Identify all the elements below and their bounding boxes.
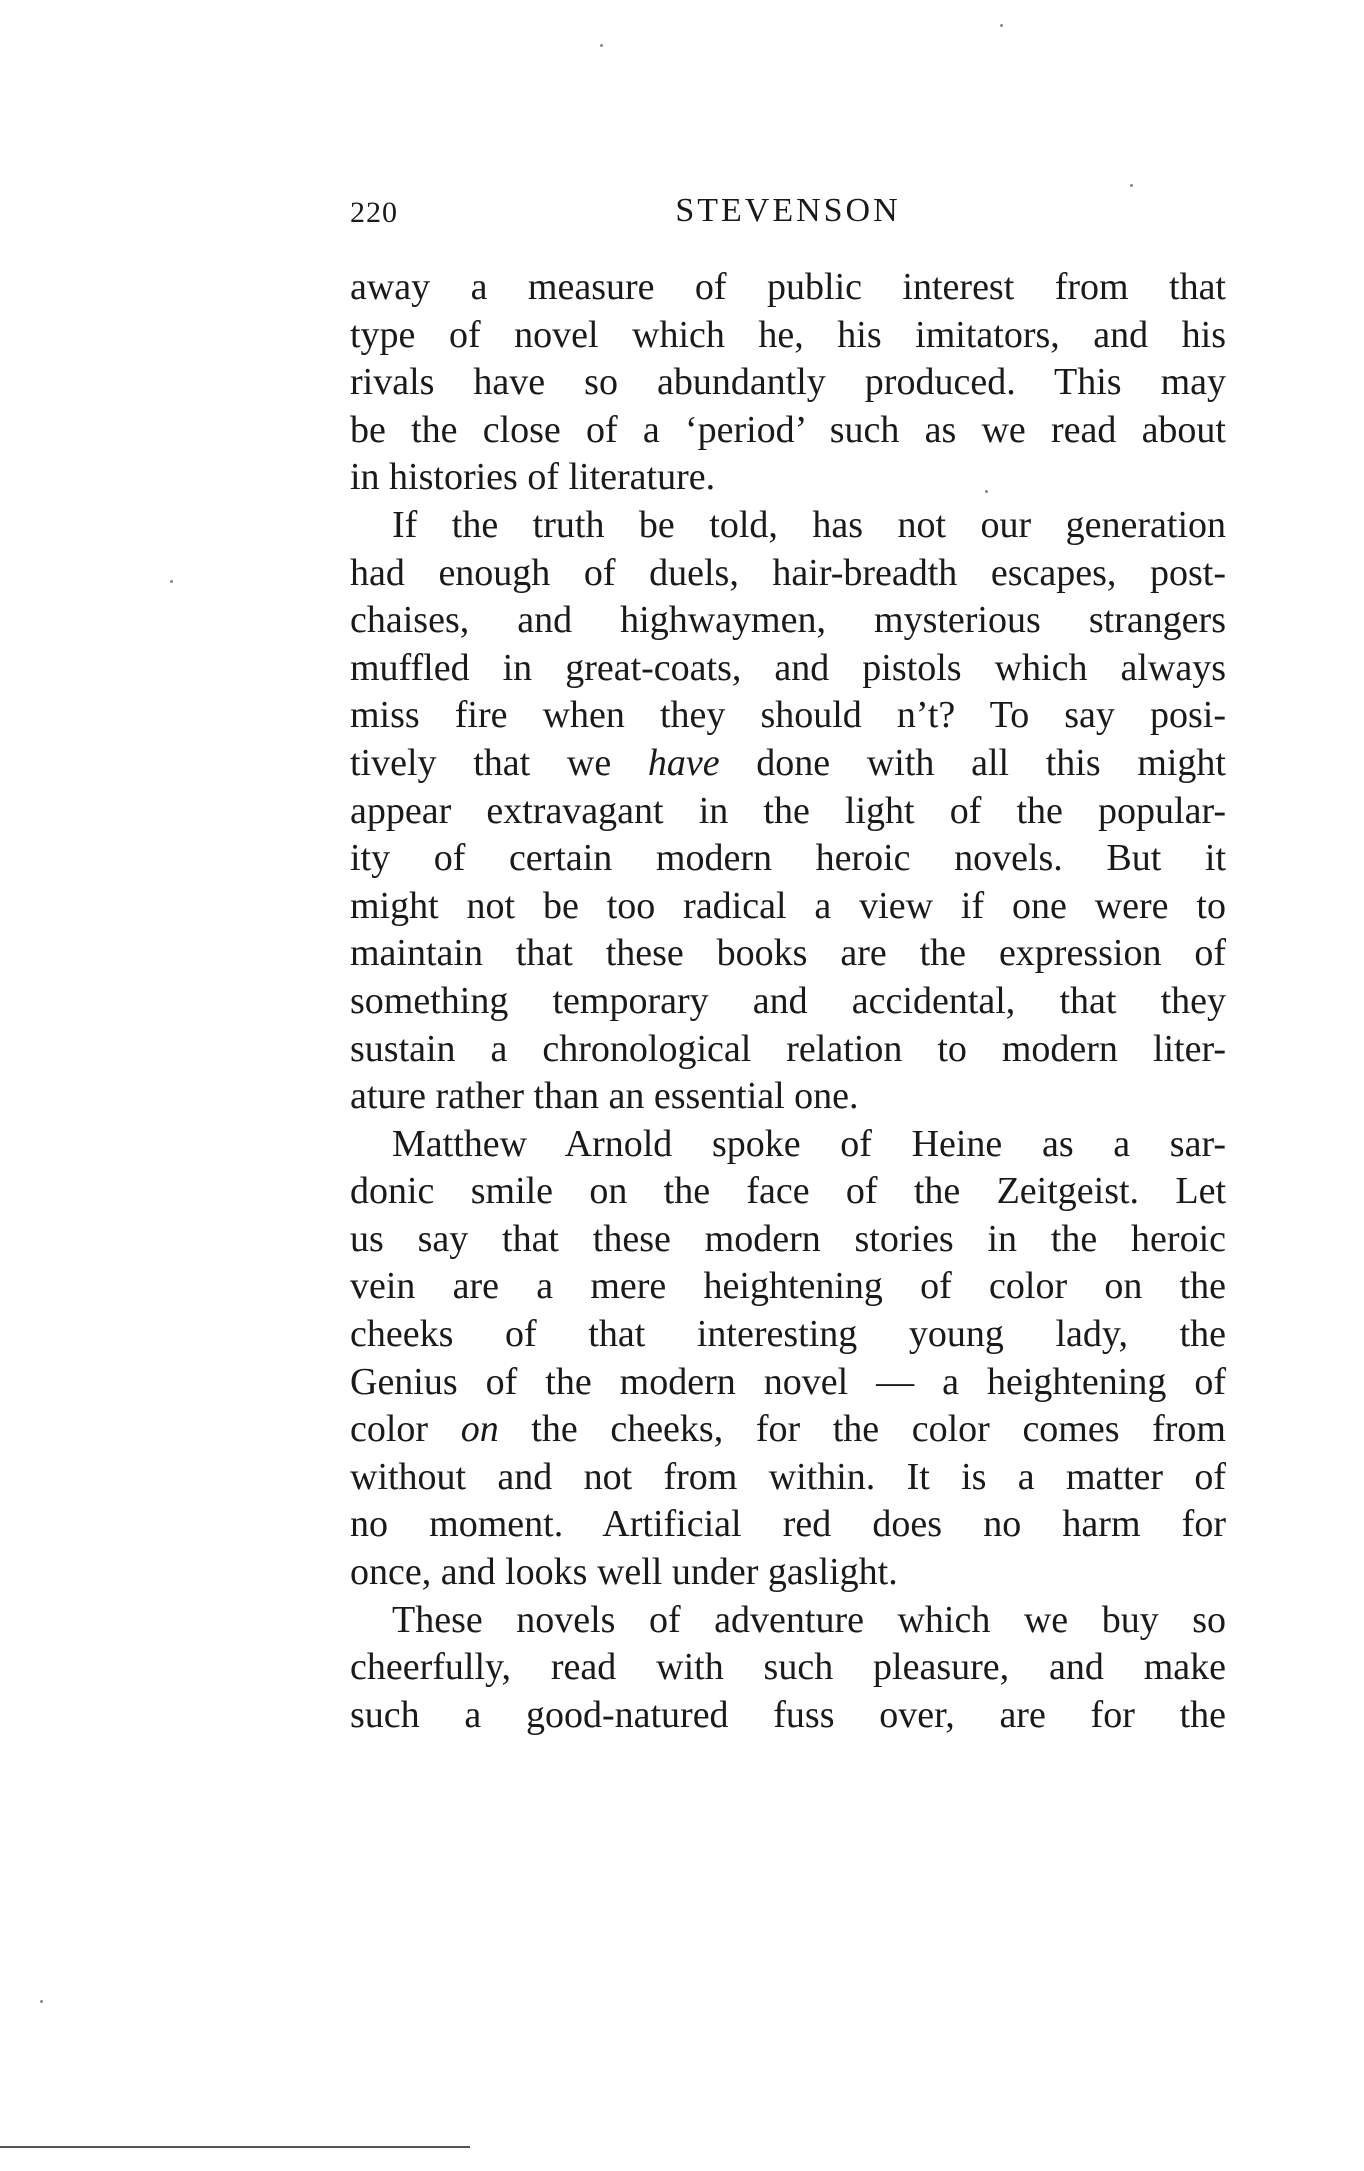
paragraph-first-line: These novels of adventure which we buy so bbox=[392, 1598, 1226, 1641]
text-line: ature rather than an essential one. bbox=[350, 1075, 859, 1118]
body-text bbox=[350, 264, 1226, 1739]
text-line: type of novel which he, his imitators, and his bbox=[350, 313, 1226, 356]
running-head: STEVENSON bbox=[675, 192, 901, 229]
text-line: muffled in great-coats, and pistols which always bbox=[350, 646, 1226, 689]
line-start: color bbox=[350, 1408, 461, 1451]
text-line: ity of certain modern heroic novels. But it bbox=[350, 837, 1226, 880]
text-line: away a measure of public interest from that bbox=[350, 266, 1226, 308]
paragraph-first-line: Matthew Arnold spoke of Heine as a sar- bbox=[392, 1122, 1226, 1165]
page-header bbox=[350, 192, 1226, 246]
line-start: tively that we bbox=[350, 741, 648, 784]
text-line: Genius of the modern novel — a heightening of bbox=[350, 1360, 1226, 1403]
text-line: might not be too radical a view if one were to bbox=[350, 884, 1226, 927]
text-line: us say that these modern stories in the heroic bbox=[350, 1217, 1226, 1260]
text-line: chaises, and highwaymen, mysterious strangers bbox=[350, 599, 1226, 642]
paper-speck bbox=[170, 580, 173, 583]
line-end: the cheeks, for the color comes from bbox=[498, 1408, 1226, 1451]
text-line: once, and looks well under gaslight. bbox=[350, 1551, 898, 1594]
text-line: in histories of literature. bbox=[350, 456, 716, 499]
text-line: be the close of a ‘period’ such as we read about bbox=[350, 408, 1226, 451]
text-line: had enough of duels, hair-breadth escapes, post- bbox=[350, 551, 1226, 594]
text-line-with-italic bbox=[350, 1406, 1226, 1454]
text-line: something temporary and accidental, that they bbox=[350, 979, 1226, 1022]
text-line: without and not from within. It is a matter of bbox=[350, 1455, 1226, 1498]
paragraph-first-line: If the truth be told, has not our generation bbox=[392, 503, 1226, 546]
paper-speck bbox=[1000, 24, 1003, 27]
text-line: cheerfully, read with such pleasure, and make bbox=[350, 1646, 1226, 1689]
text-line-with-italic bbox=[350, 740, 1226, 788]
paper-speck bbox=[600, 44, 603, 47]
text-line: sustain a chronological relation to modern liter- bbox=[350, 1027, 1226, 1070]
italic-word: have bbox=[647, 741, 720, 784]
text-line: cheeks of that interesting young lady, the bbox=[350, 1313, 1226, 1356]
text-line: donic smile on the face of the Zeitgeist. Let bbox=[350, 1170, 1226, 1213]
page-number: 220 bbox=[350, 196, 398, 229]
italic-word: on bbox=[460, 1408, 499, 1451]
paper-speck bbox=[1130, 184, 1133, 187]
paper-speck bbox=[985, 490, 988, 493]
text-line: maintain that these books are the expression of bbox=[350, 932, 1226, 975]
text-line: appear extravagant in the light of the popular- bbox=[350, 789, 1226, 832]
text-line: vein are a mere heightening of color on the bbox=[350, 1265, 1226, 1308]
text-line: rivals have so abundantly produced. This may bbox=[350, 361, 1226, 404]
paper-speck bbox=[40, 2000, 43, 2003]
text-line: no moment. Artificial red does no harm for bbox=[350, 1503, 1226, 1546]
text-line: such a good-natured fuss over, are for the bbox=[350, 1693, 1226, 1736]
line-end: done with all this might bbox=[719, 741, 1226, 784]
scan-edge-line bbox=[0, 2146, 470, 2148]
text-line: miss fire when they should n’t? To say posi- bbox=[350, 694, 1226, 737]
